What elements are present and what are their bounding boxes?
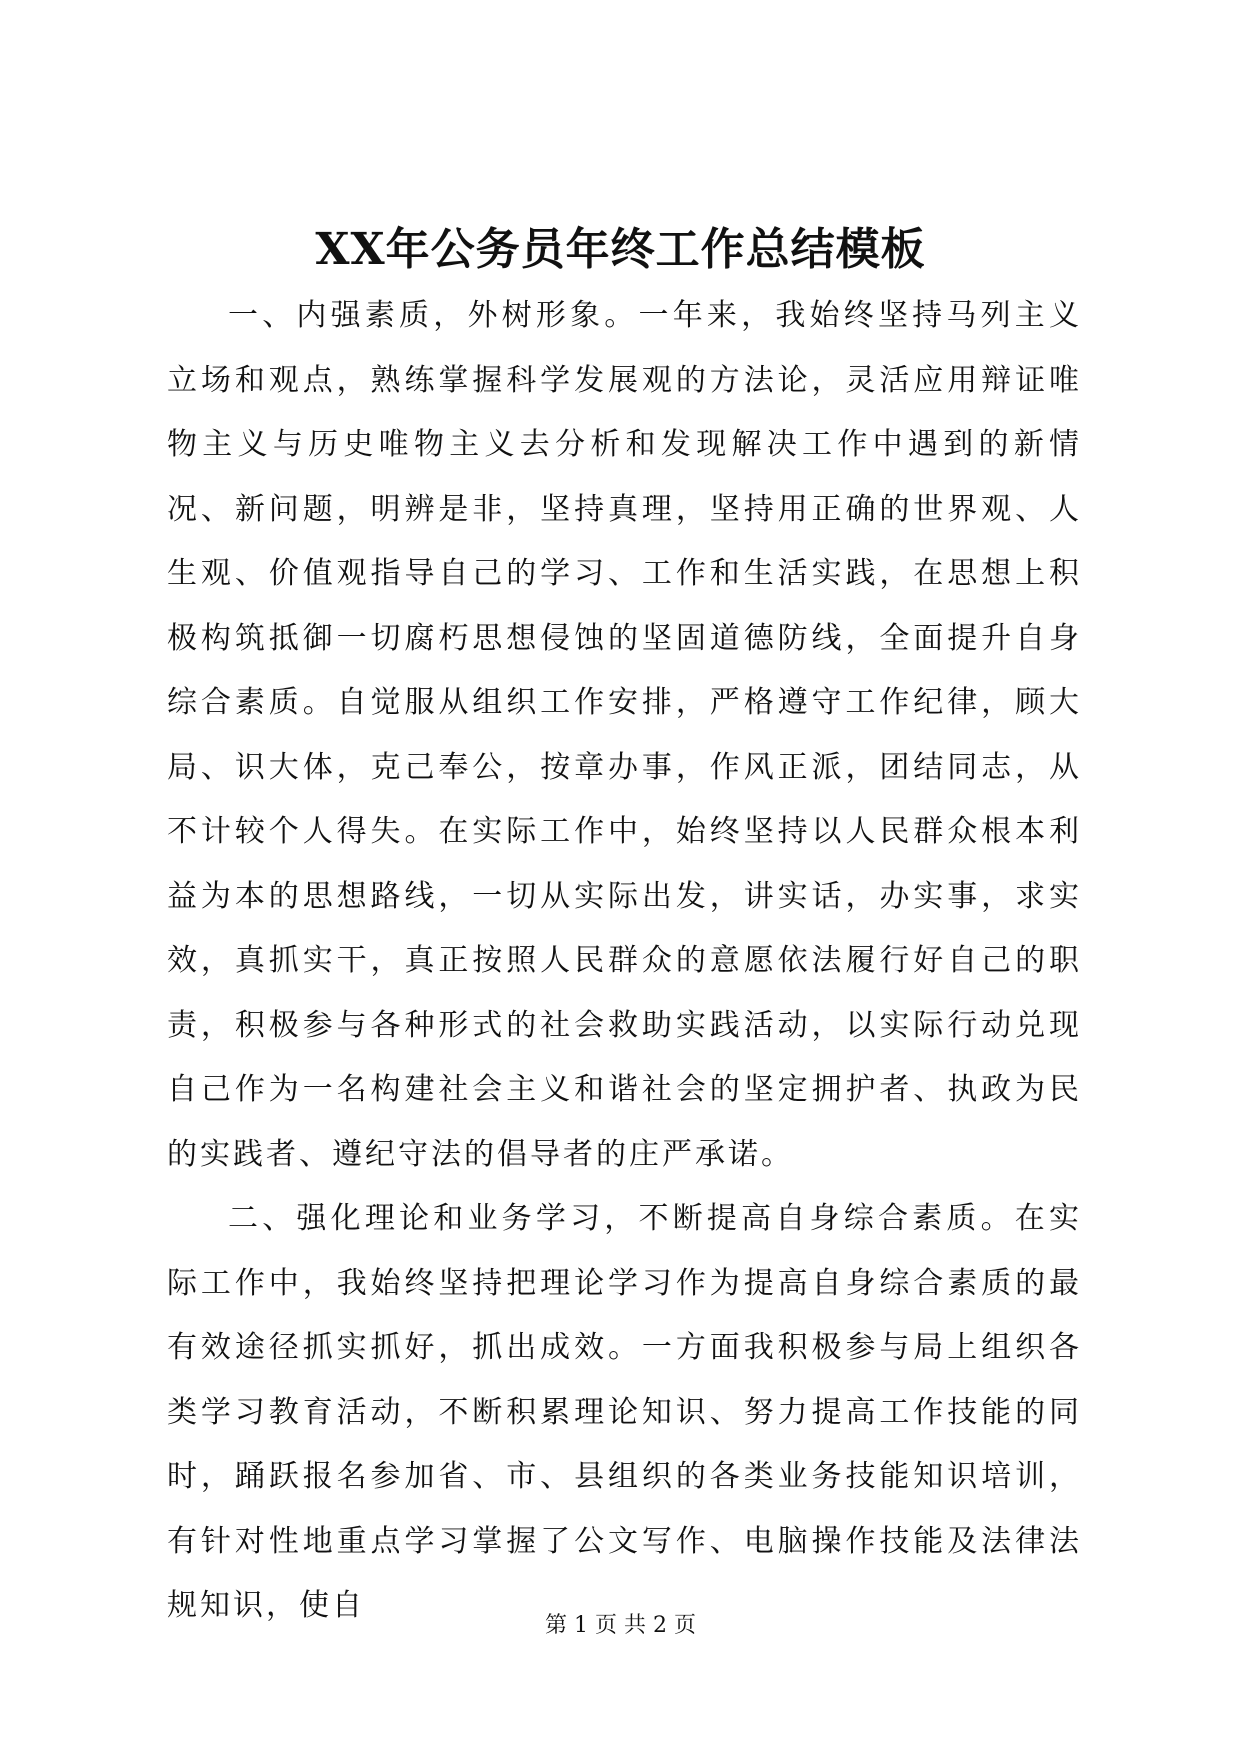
paragraph-2: 二、强化理论和业务学习，不断提高自身综合素质。在实际工作中，我始终坚持把理论学习作为提高自身综合素质的最有效途径抓实抓好，抓出成效。一方面我积极参与局上组织各类学习教育活动，不断积累理论知识、努力提高工作技能的同时，踊跃报名参加省、市、县组织的各类业务技能知识培训，有针对性地重点学习掌握了公文写作、电脑操作技能及法律法规知识，使自 — [167, 1201, 1082, 1623]
page-footer: 第 1 页 共 2 页 — [545, 1613, 696, 1638]
document-body — [167, 284, 1082, 1639]
document-title: XX年公务员年终工作总结模板 — [315, 224, 926, 275]
paragraph-1: 一、内强素质，外树形象。一年来，我始终坚持马列主义立场和观点，熟练掌握科学发展观的方法论，灵活应用辩证唯物主义与历史唯物主义去分析和发现解决工作中遇到的新情况、新问题，明辨是非，坚持真理，坚持用正确的世界观、人生观、价值观指导自己的学习、工作和生活实践，在思想上积极构筑抵御一切腐朽思想侵蚀的坚固道德防线，全面提升自身综合素质。自觉服从组织工作安排，严格遵守工作纪律，顾大局、识大体，克己奉公，按章办事，作风正派，团结同志，从不计较个人得失。在实际工作中，始终坚持以人民群众根本利益为本的思想路线，一切从实际出发，讲实话，办实事，求实效，真抓实干，真正按照人民群众的意愿依法履行好自己的职责，积极参与各种形式的社会救助实践活动，以实际行动兑现自己作为一名构建社会主义和谐社会的坚定拥护者、执政为民的实践者、遵纪守法的倡导者的庄严承诺。 — [167, 298, 1082, 1172]
